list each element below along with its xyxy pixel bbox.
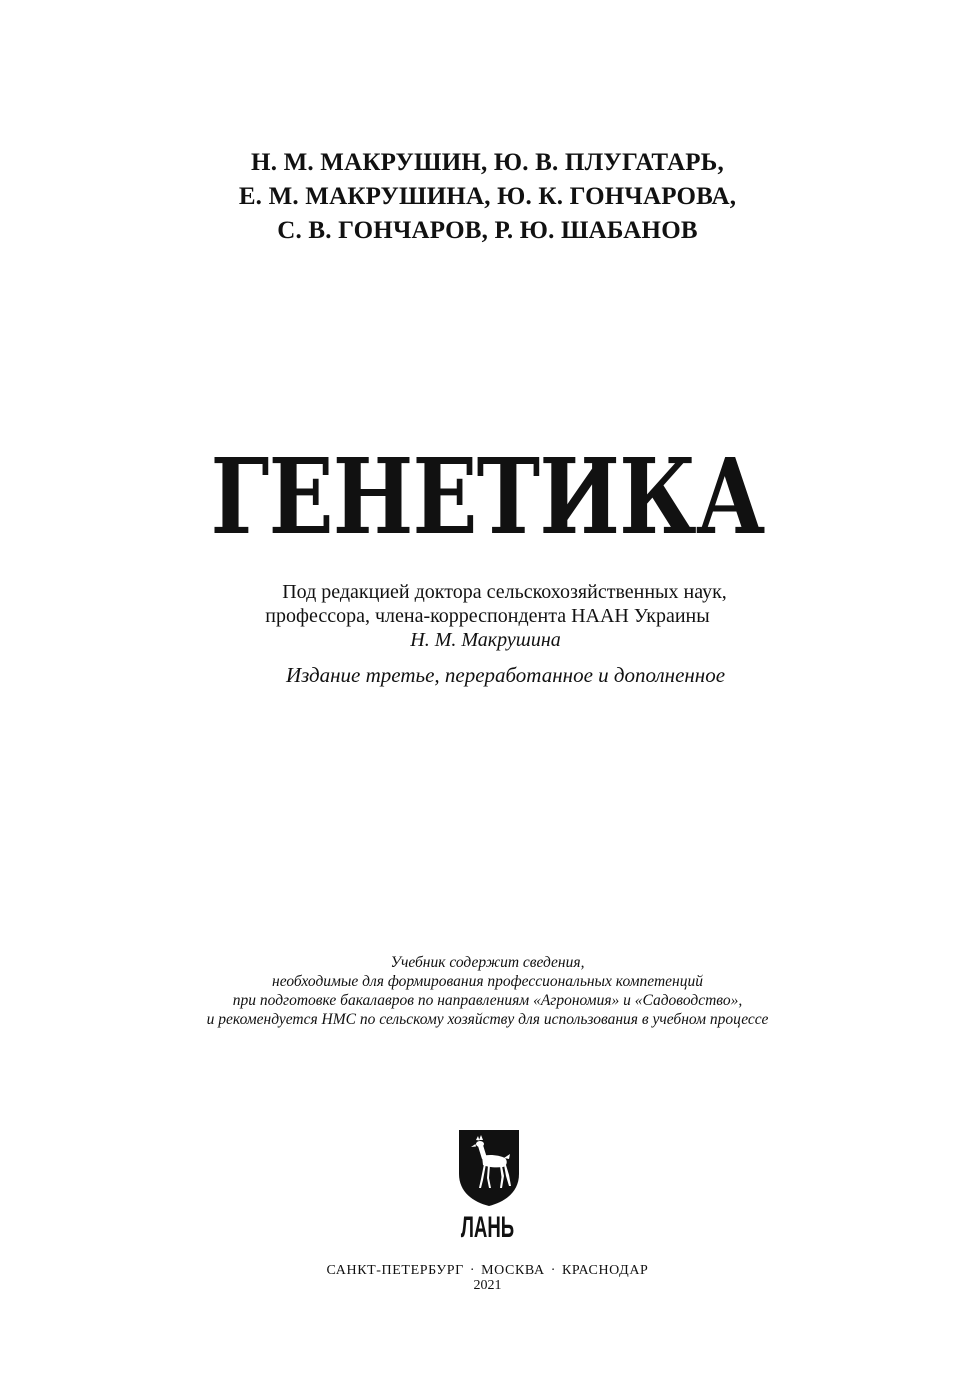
publication-year: 2021 [473, 1278, 502, 1293]
city: САНКТ-ПЕТЕРБУРГ [326, 1263, 464, 1278]
recommendation-line: и рекомендуется НМС по сельскому хозяйству для использования в учебном процессе [206, 1011, 769, 1028]
editor-line: профессора, члена-корреспондента НААН Украины [265, 605, 710, 627]
authors-block [0, 146, 975, 248]
recommendation-line: при подготовке бакалавров по направлениям «Агрономия» и «Садоводство», [232, 992, 743, 1009]
city-separator: · [550, 1263, 556, 1278]
city: МОСКВА [481, 1263, 545, 1278]
authors-line: С. В. ГОНЧАРОВ, Р. Ю. ШАБАНОВ [277, 217, 698, 244]
editor-name: Н. М. Макрушина [410, 629, 561, 651]
recommendation-line: необходимые для формирования профессиональных компетенций [272, 973, 703, 990]
authors-line: Н. М. МАКРУШИН, Ю. В. ПЛУГАТАРЬ, [251, 149, 724, 176]
editor-line: Под редакцией доктора сельскохозяйственных наук, [282, 581, 727, 603]
book-title: ГЕНЕТИКА [210, 435, 765, 558]
edition-note [0, 660, 975, 690]
deer-shield-icon [457, 1128, 521, 1208]
city: КРАСНОДАР [561, 1263, 649, 1278]
authors-line: Е. М. МАКРУШИНА, Ю. К. ГОНЧАРОВА, [238, 183, 737, 210]
editor-block [0, 580, 975, 652]
publisher-name: ЛАНЬ [460, 1211, 515, 1244]
edition-text: Издание третье, переработанное и дополненное [285, 663, 726, 687]
recommendation-line: Учебник содержит сведения, [390, 954, 585, 971]
recommendation-block [0, 953, 975, 1029]
city-separator: · [469, 1263, 476, 1278]
